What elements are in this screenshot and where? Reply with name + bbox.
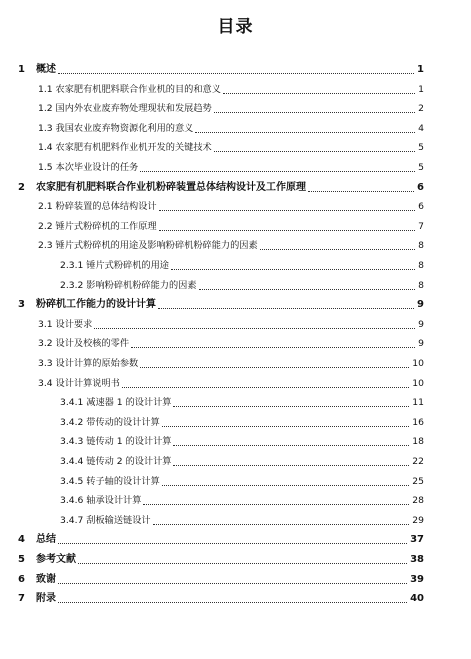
toc-entry-title: 3.4.3 链传动 1 的设计计算	[60, 436, 172, 448]
toc-entry-title: 3.3 设计计算的原始参数	[38, 358, 139, 369]
toc-leader-dots	[159, 230, 415, 231]
toc-entry-title: 3.2 设计及校核的零件	[38, 338, 130, 350]
toc-entry-title: 3.4 设计计算说明书	[38, 377, 120, 389]
toc-entry[interactable]	[0, 409, 471, 429]
toc-entry-page: 10	[412, 377, 424, 389]
toc-leader-dots	[58, 583, 407, 584]
toc-entry-page: 6	[417, 181, 424, 193]
toc-entry-title: 3.1 设计要求	[38, 318, 93, 330]
toc-entry[interactable]	[0, 546, 471, 566]
toc-entry-page: 22	[412, 456, 424, 467]
toc-entry[interactable]	[0, 213, 471, 233]
toc-entry-page: 16	[412, 416, 424, 428]
toc-leader-dots	[173, 465, 409, 466]
toc-entry[interactable]	[0, 115, 471, 135]
toc-entry-page: 8	[418, 260, 424, 271]
toc-leader-dots	[158, 308, 414, 309]
toc-entry[interactable]	[0, 350, 471, 370]
toc-leader-dots	[260, 249, 415, 250]
toc-leader-dots	[214, 151, 415, 152]
toc-leader-dots	[122, 387, 409, 388]
toc-entry[interactable]	[0, 291, 471, 311]
toc-entry-page: 25	[412, 475, 424, 487]
toc-leader-dots	[199, 289, 415, 290]
toc-entry-title: 1.2 国内外农业废弃物处理现状和发展趋势	[38, 103, 212, 115]
toc-entry-title: 致谢	[36, 573, 56, 585]
toc-leader-dots	[140, 367, 409, 368]
toc-leader-dots	[159, 210, 415, 211]
toc-entry-page: 7	[418, 220, 424, 232]
toc-leader-dots	[153, 524, 409, 525]
page-title: 目录	[217, 17, 254, 37]
toc-entry-title: 3.4.1 减速器 1 的设计计算	[60, 397, 172, 409]
toc-entry[interactable]	[0, 585, 471, 605]
toc-leader-dots	[58, 73, 414, 74]
toc-entry-number: 2	[18, 181, 25, 193]
toc-entry-title: 1.3 我国农业废弃物资源化利用的意义	[38, 122, 194, 134]
toc-entry-title: 1.1 农家肥有机肥料联合作业机的目的和意义	[38, 83, 221, 95]
toc-entry-page: 9	[417, 299, 424, 311]
toc-entry-page: 39	[410, 573, 424, 585]
toc-leader-dots	[94, 328, 415, 329]
toc-entry-title: 3.4.6 轴承设计计算	[60, 495, 142, 507]
toc-entry[interactable]	[0, 487, 471, 507]
toc-entry[interactable]	[0, 232, 471, 252]
toc-entry-page: 38	[410, 554, 424, 565]
toc-entry[interactable]	[0, 311, 471, 331]
toc-entry[interactable]	[0, 272, 471, 292]
toc-entry-title: 3.4.7 刮板输送链设计	[60, 514, 151, 526]
toc-entry[interactable]	[0, 566, 471, 586]
toc-leader-dots	[173, 445, 409, 446]
toc-entry-number: 5	[18, 554, 25, 565]
toc-entry[interactable]	[0, 193, 471, 213]
toc-leader-dots	[195, 132, 415, 133]
toc-entry[interactable]	[0, 56, 471, 76]
toc-entry-page: 1	[418, 83, 424, 95]
toc-entry-page: 37	[410, 534, 424, 546]
toc-leader-dots	[162, 426, 409, 427]
toc-entry-title: 参考文献	[36, 554, 76, 565]
toc-entry[interactable]	[0, 370, 471, 390]
toc-entry[interactable]	[0, 95, 471, 115]
toc-entry[interactable]	[0, 134, 471, 154]
toc-entry-title: 3.4.4 链传动 2 的设计计算	[60, 456, 172, 467]
toc-leader-dots	[58, 543, 407, 544]
toc-entry-title: 概述	[36, 64, 56, 75]
toc-entry-number: 1	[18, 64, 25, 75]
toc-entry-title: 2.3 锤片式粉碎机的用途及影响粉碎机粉碎能力的因素	[38, 240, 258, 252]
toc-entry-title: 2.3.1 锤片式粉碎机的用途	[60, 260, 169, 271]
toc-entry-page: 40	[410, 593, 424, 605]
toc-leader-dots	[173, 406, 409, 407]
toc-entry[interactable]	[0, 507, 471, 527]
toc-entry-page: 29	[412, 514, 424, 526]
toc-entry[interactable]	[0, 330, 471, 350]
toc-entry-page: 5	[418, 162, 424, 173]
toc-entry[interactable]	[0, 428, 471, 448]
toc-leader-dots	[214, 112, 415, 113]
toc-entry[interactable]	[0, 448, 471, 468]
toc-leader-dots	[223, 93, 415, 94]
toc-entry-title: 3.4.2 带传动的设计计算	[60, 416, 160, 428]
toc-entry[interactable]	[0, 468, 471, 488]
toc-entry[interactable]	[0, 76, 471, 96]
toc-entry[interactable]	[0, 526, 471, 546]
toc-leader-dots	[78, 563, 407, 564]
toc-leader-dots	[162, 485, 409, 486]
toc-entry-page: 8	[418, 279, 424, 291]
toc-entry-title: 1.4 农家肥有机肥料作业机开发的关键技术	[38, 142, 212, 154]
toc-entry-page: 6	[418, 201, 424, 213]
toc-entry-title: 1.5 本次毕业设计的任务	[38, 162, 139, 173]
toc-entry-title: 粉碎机工作能力的设计计算	[36, 299, 156, 311]
toc-entry-page: 11	[412, 397, 424, 409]
toc-entry-page: 4	[418, 122, 424, 134]
toc-leader-dots	[131, 347, 415, 348]
toc-entry-page: 8	[418, 240, 424, 252]
toc-leader-dots	[140, 171, 415, 172]
toc-entry-number: 4	[18, 534, 25, 546]
toc-leader-dots	[58, 602, 407, 603]
toc-entry-title: 2.3.2 影响粉碎机粉碎能力的因素	[60, 279, 197, 291]
toc-leader-dots	[143, 504, 409, 505]
toc-leader-dots	[171, 269, 415, 270]
toc-entry-number: 6	[18, 573, 25, 585]
toc-entry-page: 1	[417, 64, 424, 75]
toc-entry[interactable]	[0, 154, 471, 174]
toc-entry[interactable]	[0, 252, 471, 272]
toc-entry-title: 2.1 粉碎装置的总体结构设计	[38, 201, 157, 213]
toc-entry-page: 28	[412, 495, 424, 507]
toc-entry-title: 总结	[36, 534, 56, 546]
toc-entry[interactable]	[0, 389, 471, 409]
toc-entry-page: 9	[418, 318, 424, 330]
toc-entry[interactable]	[0, 174, 471, 194]
toc-entry-title: 附录	[36, 593, 56, 605]
toc-entry-page: 9	[418, 338, 424, 350]
toc-entry-title: 2.2 锤片式粉碎机的工作原理	[38, 220, 157, 232]
toc-entry-page: 10	[412, 358, 424, 369]
toc-entry-title: 3.4.5 转子轴的设计计算	[60, 475, 160, 487]
toc-entry-page: 5	[418, 142, 424, 154]
toc-entry-number: 3	[18, 299, 25, 311]
toc-entry-title: 农家肥有机肥料联合作业机粉碎装置总体结构设计及工作原理	[36, 181, 306, 193]
toc-entry-page: 18	[412, 436, 424, 448]
toc-entry-number: 7	[18, 593, 25, 605]
toc-leader-dots	[308, 191, 414, 192]
toc-entry-page: 2	[418, 103, 424, 115]
